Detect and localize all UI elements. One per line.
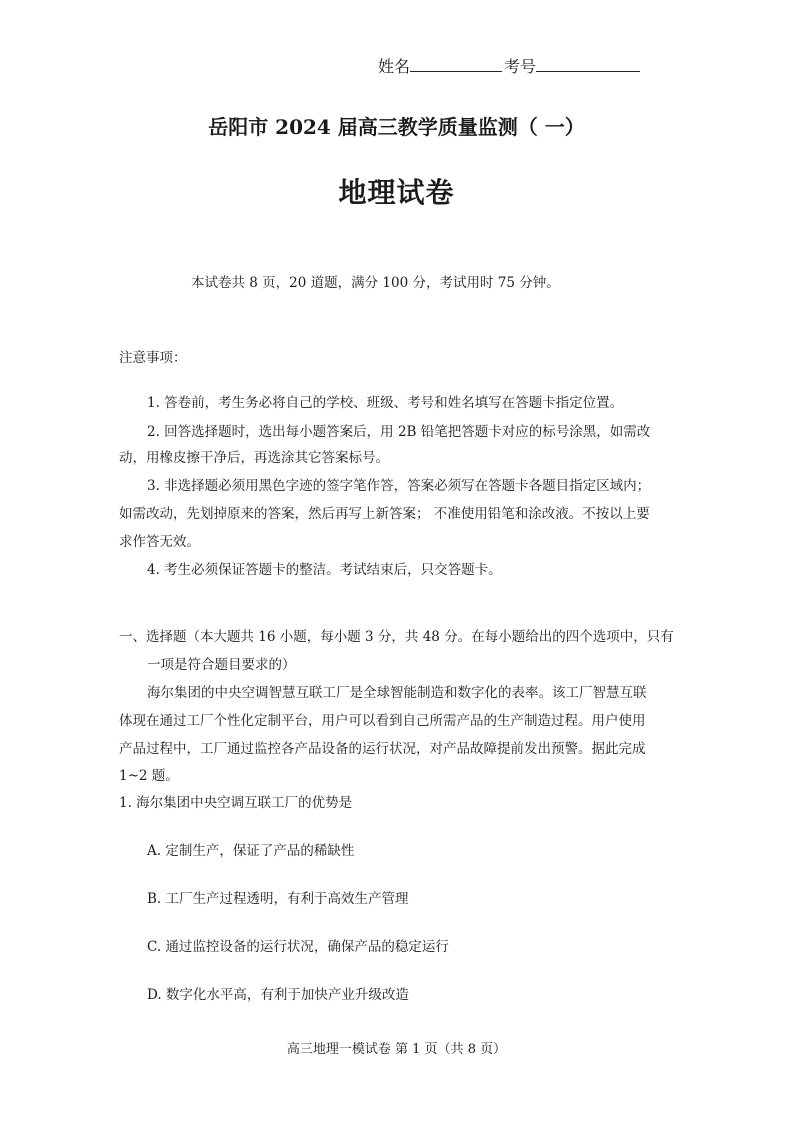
subject-title: 地理试卷 [338,176,455,209]
notice-item-1: 1. 答卷前，考生务必将自己的学校、班级、考号和姓名填写在答题卡指定位置。 [147,395,624,411]
material-line-2: 体现在通过工厂个性化定制平台，用户可以看到自己所需产品的生产制造过程。用户使用 [119,713,646,729]
exam-intro: 本试卷共 8 页，20 道题，满分 100 分，考试用时 75 分钟。 [191,275,560,291]
section-1-heading-line-2: 一项是符合题目要求的） [147,657,296,673]
question-1-option-b: B. 工厂生产过程透明，有利于高效生产管理 [147,891,409,907]
section-1-heading-line-1: 一、选择题（本大题共 16 小题，每小题 3 分，共 48 分。在每小题给出的四个选项中，只有 [119,629,674,645]
question-1-option-d: D. 数字化水平高，有利于加快产业升级改造 [147,987,409,1003]
notice-item-3-line-3: 求作答无效。 [119,534,200,550]
exam-number-blank[interactable] [536,57,640,72]
material-line-4: 1~2 题。 [119,768,179,784]
notice-item-3-line-2: 如需改动，先划掉原来的答案，然后再写上新答案； 不准使用铅笔和涂改液。不按以上要 [119,506,650,522]
notice-item-4: 4. 考生必须保证答题卡的整洁。考试结束后，只交答题卡。 [147,562,502,578]
notice-item-2-line-1: 2. 回答选择题时，选出每小题答案后，用 2B 铅笔把答题卡对应的标号涂黑，如需改 [147,424,651,440]
material-line-3: 产品过程中，工厂通过监控各产品设备的运行状况，对产品故障提前发出预警。据此完成 [119,741,646,757]
material-line-1: 海尔集团的中央空调智慧互联工厂是全球智能制造和数字化的表率。该工厂智慧互联 [147,685,647,701]
question-1-option-c: C. 通过监控设备的运行状况，确保产品的稳定运行 [147,939,449,955]
exam-number-label: 考号 [504,57,537,76]
notice-item-3-line-1: 3. 非选择题必须用黑色字迹的签字笔作答，答案必须写在答题卡各题目指定区域内； [147,478,651,494]
page-footer: 高三地理一模试卷 第 1 页（共 8 页） [286,1042,507,1057]
name-label: 姓名 [378,57,411,76]
exam-title: 岳阳市 2024 届高三教学质量监测（ 一） [208,115,585,139]
notice-heading: 注意事项： [119,350,187,366]
question-1-stem: 1. 海尔集团中央空调互联工厂的优势是 [119,795,353,811]
candidate-info-line [378,54,640,77]
name-blank[interactable] [410,57,502,72]
question-1-option-a: A. 定制生产，保证了产品的稀缺性 [147,843,355,859]
notice-item-2-line-2: 动，用橡皮擦干净后，再选涂其它答案标号。 [119,450,389,466]
